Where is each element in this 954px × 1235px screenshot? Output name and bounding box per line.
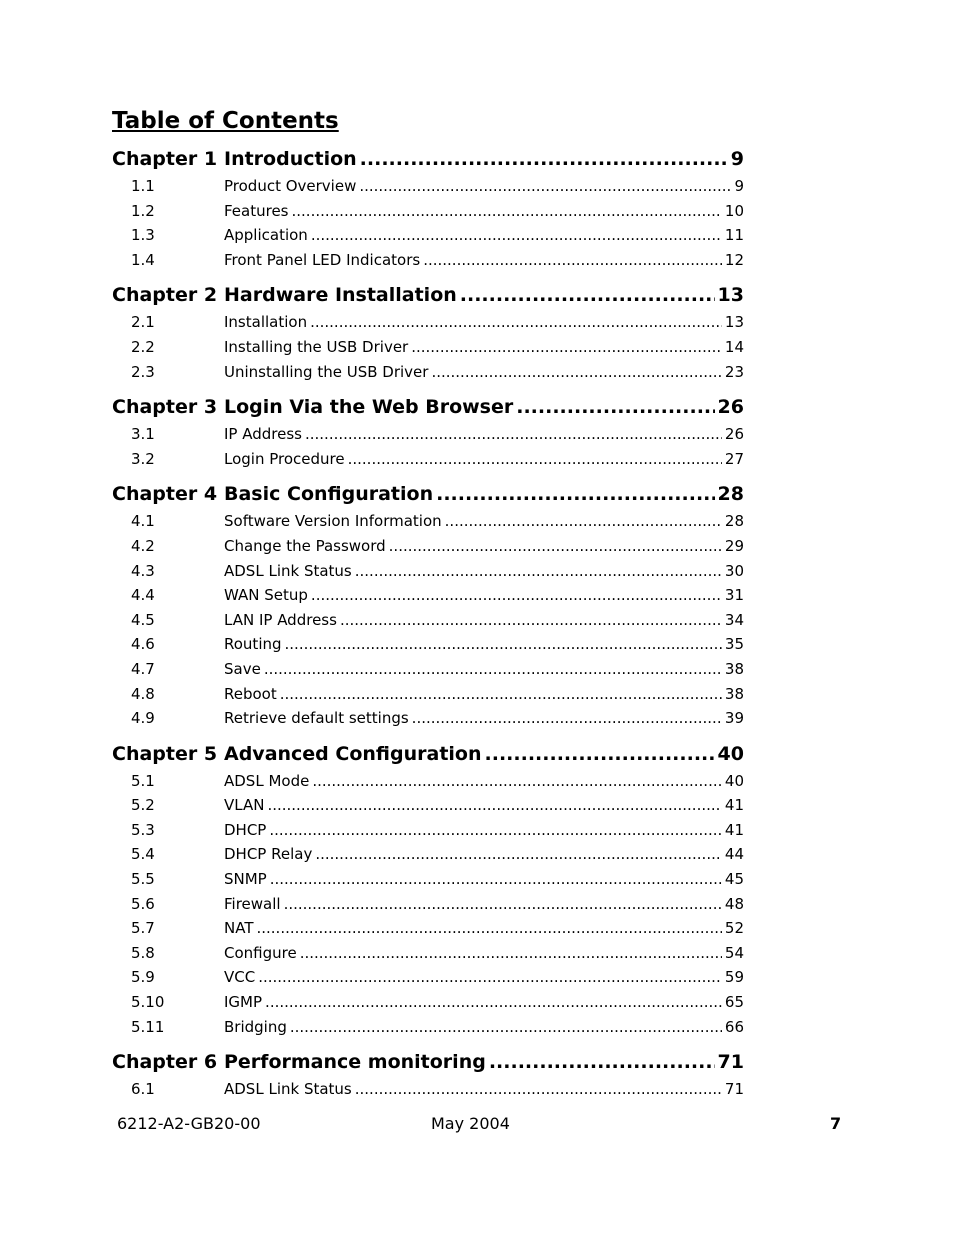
section-list [112, 769, 744, 1040]
dot-leader [310, 310, 722, 335]
dot-leader [311, 583, 722, 608]
dot-leader [258, 965, 722, 990]
section-title: Front Panel LED Indicators [224, 250, 421, 269]
chapter-label: Chapter 2 [112, 284, 218, 307]
toc-section-entry[interactable] [112, 769, 744, 794]
dot-leader [423, 248, 722, 273]
section-page-number: 26 [724, 425, 744, 444]
section-page-number: 41 [724, 796, 744, 815]
dot-leader [340, 608, 722, 633]
toc-chapter [112, 739, 744, 1040]
section-page-number: 34 [724, 610, 744, 629]
section-page-number: 27 [724, 449, 744, 468]
section-title: Uninstalling the USB Driver [224, 362, 429, 381]
toc-chapter-entry[interactable] [112, 479, 744, 509]
toc-chapter-entry[interactable] [112, 280, 744, 310]
chapter-label: Chapter 3 [112, 396, 218, 419]
section-number: 1.3 [131, 226, 155, 245]
page-title: Table of Contents [112, 108, 339, 134]
dot-leader [300, 941, 722, 966]
toc-section-entry[interactable] [112, 223, 744, 248]
toc-section-entry[interactable] [112, 916, 744, 941]
section-number: 4.2 [131, 536, 155, 555]
dot-leader [264, 657, 722, 682]
section-title: IGMP [224, 993, 263, 1012]
toc-section-entry[interactable] [112, 174, 744, 199]
dot-leader [485, 739, 715, 769]
section-list [112, 310, 744, 384]
section-number: 4.7 [131, 659, 155, 678]
section-number: 1.4 [131, 250, 155, 269]
section-title: Installing the USB Driver [224, 337, 409, 356]
dot-leader [280, 682, 722, 707]
dot-leader [284, 892, 722, 917]
dot-leader [269, 818, 722, 843]
section-page-number: 11 [724, 226, 744, 245]
dot-leader [305, 422, 722, 447]
chapter-title: Introduction [224, 148, 357, 170]
toc-section-entry[interactable] [112, 199, 744, 224]
chapter-title: Hardware Installation [224, 284, 457, 307]
chapter-title: Basic Configuration [224, 483, 434, 506]
section-number: 5.5 [131, 870, 155, 889]
section-title: VLAN [224, 796, 265, 815]
section-title: ADSL Link Status [224, 1080, 352, 1099]
section-title: Bridging [224, 1017, 287, 1036]
toc-section-entry[interactable] [112, 310, 744, 335]
toc-section-entry[interactable] [112, 1015, 744, 1040]
toc-section-entry[interactable] [112, 842, 744, 867]
section-number: 2.2 [131, 337, 155, 356]
dot-leader [431, 360, 721, 385]
section-number: 6.1 [131, 1080, 155, 1099]
section-number: 5.2 [131, 796, 155, 815]
toc-section-entry[interactable] [112, 682, 744, 707]
section-list [112, 509, 744, 730]
section-number: 5.11 [131, 1017, 165, 1036]
dot-leader [359, 174, 731, 199]
section-title: Configure [224, 943, 297, 962]
section-page-number: 35 [724, 635, 744, 654]
section-title: Product Overview [224, 177, 357, 195]
toc-section-entry[interactable] [112, 706, 744, 731]
dot-leader [290, 1015, 722, 1040]
dot-leader [489, 1047, 715, 1077]
section-title: SNMP [224, 870, 267, 889]
section-title: ADSL Mode [224, 771, 310, 790]
toc-chapter-entry[interactable] [112, 392, 744, 422]
section-page-number: 40 [724, 771, 744, 790]
toc-section-entry[interactable] [112, 608, 744, 633]
section-number: 2.3 [131, 362, 155, 381]
toc-section-entry[interactable] [112, 941, 744, 966]
chapter-label: Chapter 1 [112, 148, 218, 170]
section-number: 4.8 [131, 684, 155, 703]
section-number: 4.3 [131, 561, 155, 580]
section-number: 5.10 [131, 993, 165, 1012]
section-title: ADSL Link Status [224, 561, 352, 580]
toc-chapter-entry[interactable] [112, 739, 744, 769]
section-number: 3.2 [131, 449, 155, 468]
dot-leader [265, 990, 722, 1015]
section-list [112, 174, 744, 272]
table-of-contents [112, 144, 744, 1110]
section-number: 5.3 [131, 820, 155, 839]
toc-section-entry[interactable] [112, 248, 744, 273]
footer-page-number: 7 [830, 1114, 842, 1133]
section-title: Features [224, 201, 289, 220]
section-page-number: 31 [724, 586, 744, 605]
toc-chapter-entry[interactable] [112, 144, 744, 174]
toc-chapter [112, 479, 744, 730]
section-number: 5.6 [131, 894, 155, 913]
toc-section-entry[interactable] [112, 818, 744, 843]
section-number: 5.8 [131, 943, 155, 962]
section-page-number: 13 [724, 313, 744, 332]
section-number: 5.1 [131, 771, 155, 790]
section-title: Save [224, 659, 261, 678]
section-page-number: 59 [724, 968, 744, 987]
section-list [112, 1077, 744, 1102]
dot-leader [312, 769, 722, 794]
dot-leader [460, 280, 715, 310]
section-title: Reboot [224, 684, 277, 703]
toc-section-entry[interactable] [112, 509, 744, 534]
dot-leader [270, 867, 722, 892]
toc-chapter [112, 392, 744, 471]
dot-leader [389, 534, 722, 559]
section-page-number: 41 [724, 820, 744, 839]
section-number: 1.2 [131, 201, 155, 220]
section-page-number: 28 [724, 512, 744, 531]
section-page-number: 38 [724, 684, 744, 703]
dot-leader [311, 223, 722, 248]
section-title: Retrieve default settings [224, 709, 409, 728]
section-page-number: 30 [724, 561, 744, 580]
section-title: WAN Setup [224, 586, 308, 605]
section-number: 1.1 [131, 177, 155, 195]
dot-leader [256, 916, 721, 941]
section-number: 4.6 [131, 635, 155, 654]
section-title: VCC [224, 968, 256, 987]
chapter-label: Chapter 6 [112, 1051, 218, 1074]
dot-leader [348, 447, 722, 472]
section-page-number: 54 [724, 943, 744, 962]
chapter-title: Login Via the Web Browser [224, 396, 514, 419]
footer-date: May 2004 [431, 1114, 510, 1133]
section-number: 5.9 [131, 968, 155, 987]
section-page-number: 14 [724, 337, 744, 356]
toc-section-entry[interactable] [112, 534, 744, 559]
section-title: Application [224, 226, 308, 245]
dot-leader [360, 144, 728, 174]
dot-leader [516, 392, 714, 422]
dot-leader [355, 559, 722, 584]
toc-section-entry[interactable] [112, 965, 744, 990]
dot-leader [412, 706, 722, 731]
section-number: 2.1 [131, 313, 155, 332]
chapter-label: Chapter 5 [112, 742, 218, 765]
section-title: Change the Password [224, 536, 386, 555]
section-page-number: 12 [724, 250, 744, 269]
section-page-number: 10 [724, 201, 744, 220]
section-title: Software Version Information [224, 512, 442, 531]
toc-section-entry[interactable] [112, 990, 744, 1015]
toc-section-entry[interactable] [112, 793, 744, 818]
toc-chapter-entry[interactable] [112, 1047, 744, 1077]
section-page-number: 23 [724, 362, 744, 381]
dot-leader [355, 1077, 722, 1102]
section-number: 4.9 [131, 709, 155, 728]
dot-leader [292, 199, 722, 224]
toc-chapter [112, 144, 744, 272]
section-page-number: 66 [724, 1017, 744, 1036]
section-title: LAN IP Address [224, 610, 337, 629]
toc-section-entry[interactable] [112, 1077, 744, 1102]
toc-section-entry[interactable] [112, 867, 744, 892]
toc-section-entry[interactable] [112, 632, 744, 657]
dot-leader [411, 335, 722, 360]
section-title: IP Address [224, 425, 302, 444]
chapter-page-number: 26 [717, 396, 744, 419]
section-page-number: 71 [724, 1080, 744, 1099]
toc-section-entry[interactable] [112, 559, 744, 584]
chapter-page-number: 28 [717, 483, 744, 506]
section-number: 5.4 [131, 845, 155, 864]
section-title: Routing [224, 635, 282, 654]
toc-section-entry[interactable] [112, 360, 744, 385]
section-list [112, 422, 744, 471]
section-number: 4.1 [131, 512, 155, 531]
section-title: Login Procedure [224, 449, 345, 468]
section-page-number: 44 [724, 845, 744, 864]
chapter-label: Chapter 4 [112, 483, 218, 506]
section-title: Firewall [224, 894, 281, 913]
section-page-number: 45 [724, 870, 744, 889]
section-number: 3.1 [131, 425, 155, 444]
toc-section-entry[interactable] [112, 583, 744, 608]
toc-section-entry[interactable] [112, 447, 744, 472]
dot-leader [285, 632, 722, 657]
section-number: 4.5 [131, 610, 155, 629]
section-page-number: 52 [724, 919, 744, 938]
toc-section-entry[interactable] [112, 892, 744, 917]
chapter-page-number: 71 [717, 1051, 744, 1074]
section-title: Installation [224, 313, 308, 332]
section-page-number: 48 [724, 894, 744, 913]
section-title: DHCP Relay [224, 845, 313, 864]
chapter-page-number: 9 [730, 148, 744, 170]
dot-leader [267, 793, 721, 818]
section-page-number: 39 [724, 709, 744, 728]
toc-section-entry[interactable] [112, 422, 744, 447]
section-page-number: 29 [724, 536, 744, 555]
toc-section-entry[interactable] [112, 335, 744, 360]
dot-leader [445, 509, 722, 534]
section-page-number: 65 [724, 993, 744, 1012]
dot-leader [436, 479, 714, 509]
chapter-title: Advanced Configuration [224, 742, 482, 765]
chapter-page-number: 13 [717, 284, 744, 307]
section-page-number: 38 [724, 659, 744, 678]
toc-chapter [112, 280, 744, 384]
section-title: NAT [224, 919, 254, 938]
footer-doc-number: 6212-A2-GB20-00 [117, 1114, 261, 1133]
toc-section-entry[interactable] [112, 657, 744, 682]
section-number: 5.7 [131, 919, 155, 938]
section-title: DHCP [224, 820, 267, 839]
section-page-number: 9 [734, 177, 744, 195]
dot-leader [315, 842, 722, 867]
section-number: 4.4 [131, 586, 155, 605]
chapter-page-number: 40 [717, 742, 744, 765]
toc-chapter [112, 1047, 744, 1102]
chapter-title: Performance monitoring [224, 1051, 486, 1074]
